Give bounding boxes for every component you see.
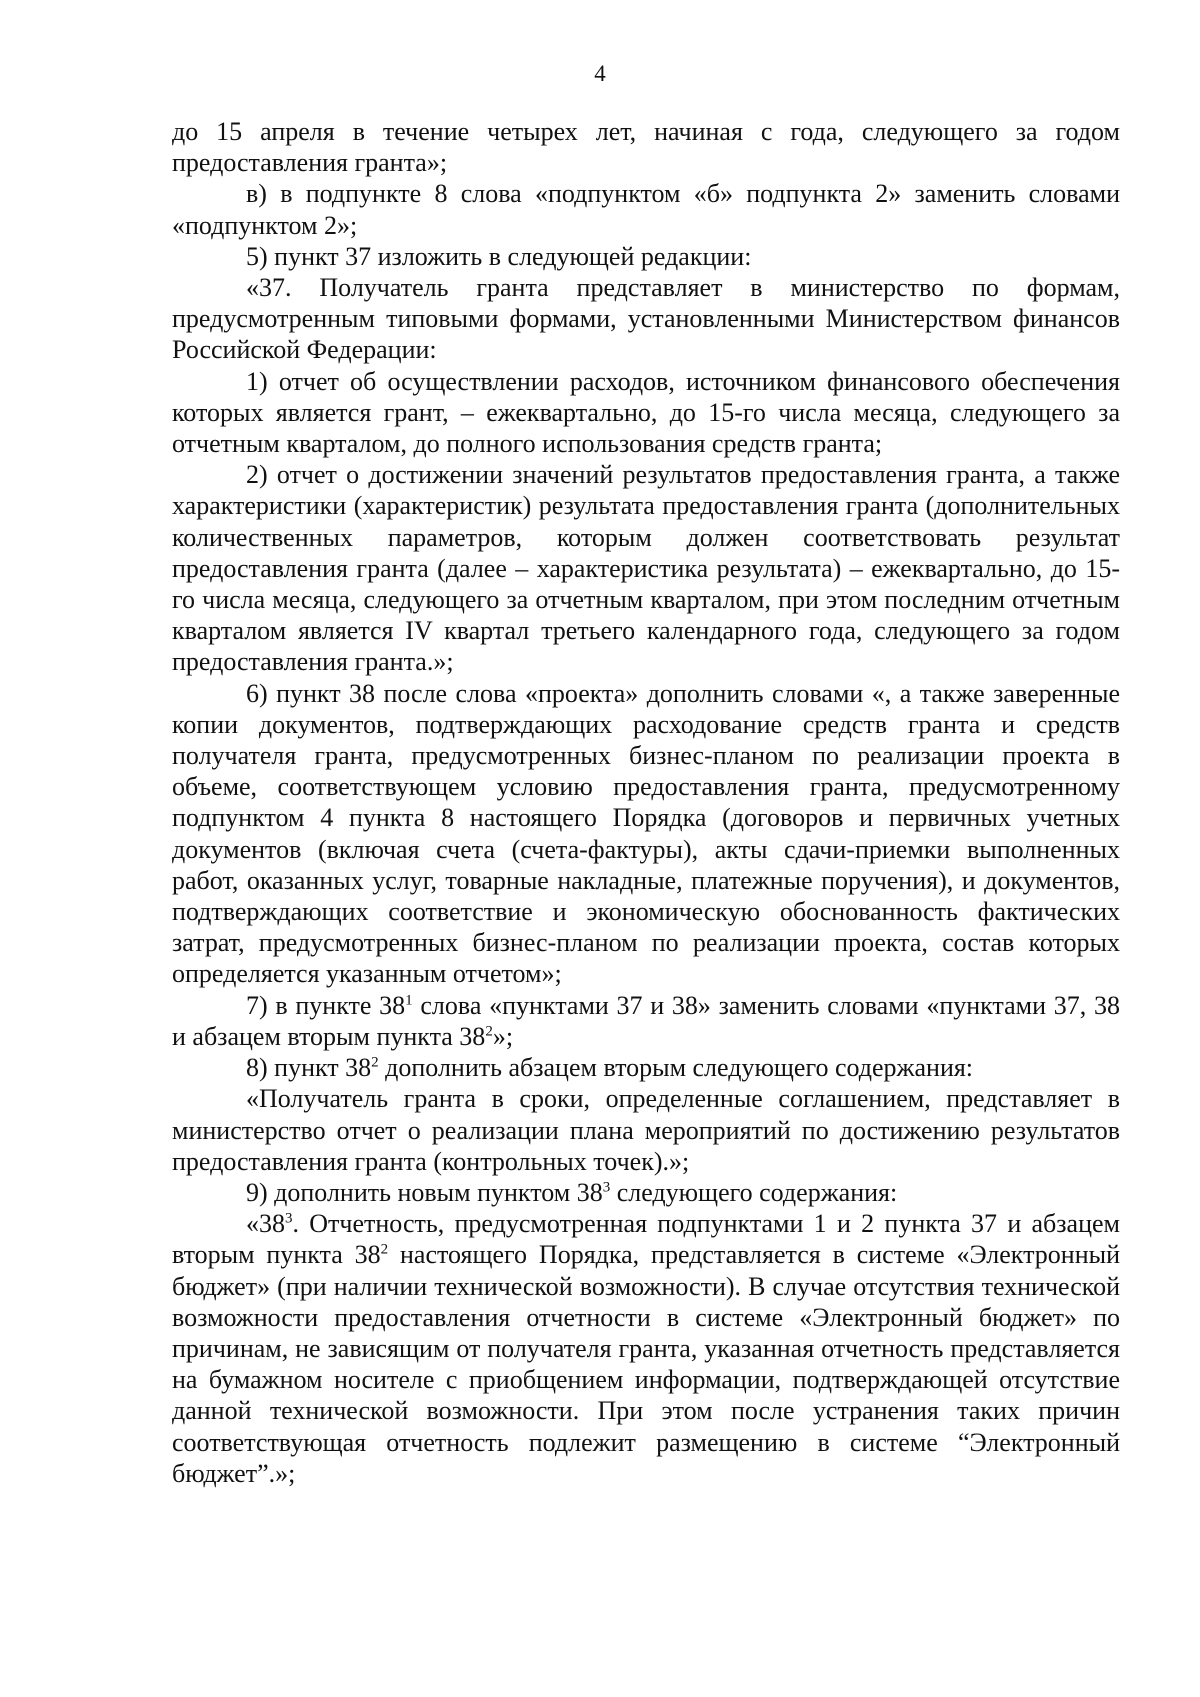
paragraph-3: 5) пункт 37 изложить в следующей редакции: bbox=[246, 241, 752, 271]
paragraph-5: 1) отчет об осуществлении расходов, источником финансового обеспечения которых является грант, – ежеквартально, до 15-го числа месяца, следующего за отчетным кварталом, до полного использования средств гранта; bbox=[172, 366, 1120, 459]
paragraph-8: 7) в пункте $38^1$ слова «пунктами 37 и 38» заменить словами «пунктами 37, 38 и абзацем вторым пункта $38^2$»; bbox=[172, 990, 1120, 1051]
paragraph-2: в) в подпункте 8 слова «подпунктом «б» подпункта 2» заменить словами «подпунктом 2»; bbox=[172, 179, 1120, 240]
paragraph-7: 6) пункт 38 после слова «проекта» дополнить словами «, а также заверенные копии документов, подтверждающих расходование средств гранта и средств получателя гранта, предусмотренных бизнес-планом по реализации проекта в объеме, соответствующем условию предоставления гранта, предусмотренному подпунктом 4 пункта 8 настоящего Порядка (договоров и первичных учетных документов (включая счета (счета-фактуры), акты сдачи-приемки выполненных работ, оказанных услуг, товарные накладные, платежные поручения), и документов, подтверждающих соответствие и экономическую обоснованность фактических затрат, предусмотренных бизнес-планом по реализации проекта, состав которых определяется указанным отчетом»; bbox=[172, 678, 1120, 989]
paragraph-12: «$38^3$. Отчетность, предусмотренная подпунктами 1 и 2 пункта 37 и абзацем вторым пункта $38^2$ настоящего Порядка, представляется в системе «Электронный бюджет» (при наличии технической возможности). В случае отсутствия технической возможности предоставления отчетности в системе «Электронный бюджет» по причинам, не зависящим от получателя гранта, указанная отчетность представляется на бумажном носителе с приобщением информации, подтверждающей отсутствие данной технической возможности. При этом после устранения таких причин соответствующая отчетность подлежит размещению в системе “Электронный бюджет”.»; bbox=[172, 1209, 1120, 1488]
paragraph-6: 2) отчет о достижении значений результатов предоставления гранта, а также характеристики (характеристик) результата предоставления гранта (дополнительных количественных параметров, которым должен соответствовать результат предоставления гранта (далее – характеристика результата) – ежеквартально, до 15-го числа месяца, следующего за отчетным кварталом, при этом последним отчетным кварталом является IV квартал третьего календарного года, следующего за годом предоставления гранта.»; bbox=[172, 460, 1120, 677]
paragraph-9: 8) пункт $38^2$ дополнить абзацем вторым следующего содержания: bbox=[246, 1053, 974, 1083]
page-number: 4 bbox=[594, 61, 606, 86]
paragraph-1: до 15 апреля в течение четырех лет, начиная с года, следующего за годом предоставления гранта»; bbox=[172, 117, 1120, 178]
paragraph-11: 9) дополнить новым пунктом $38^3$ следующего содержания: bbox=[246, 1177, 898, 1207]
paragraph-4: «37. Получатель гранта представляет в министерство по формам, предусмотренным типовыми формами, установленными Министерством финансов Российской Федерации: bbox=[172, 273, 1120, 365]
paragraph-10: «Получатель гранта в сроки, определенные соглашением, представляет в министерство отчет о реализации плана мероприятий по достижению результатов предоставления гранта (контрольных точек).»; bbox=[172, 1084, 1120, 1176]
document-body bbox=[172, 116, 1120, 1489]
